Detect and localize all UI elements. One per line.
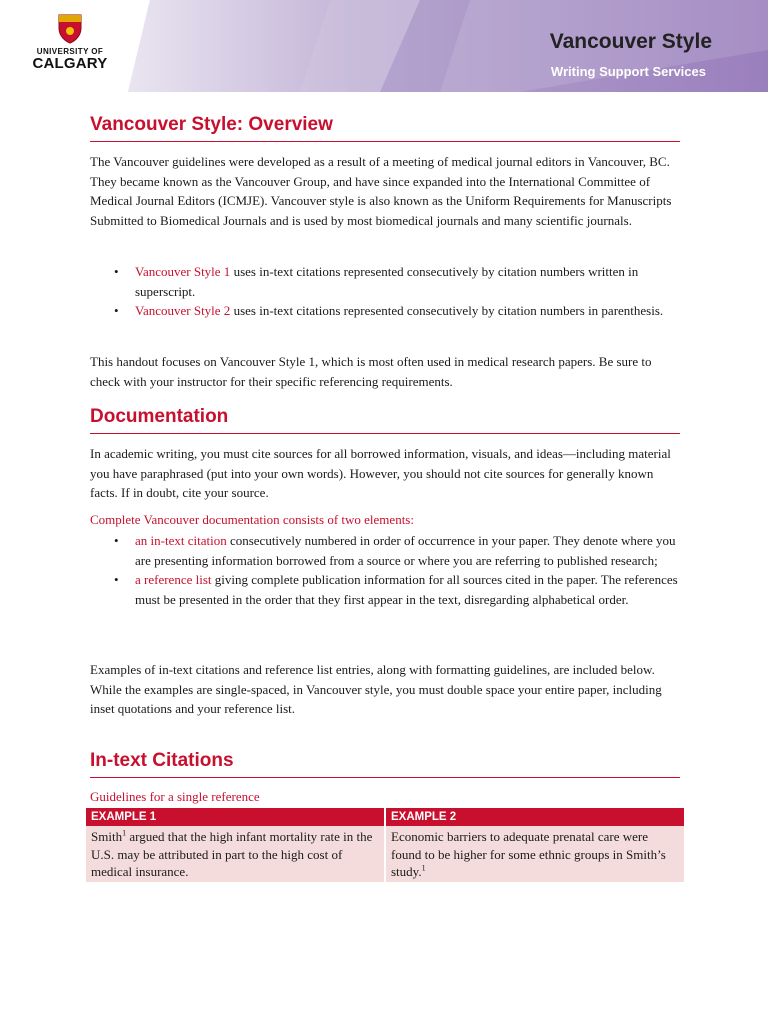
example-2-text: Economic barriers to adequate prenatal care were found to be higher for some ethnic groups in Smith’s study. xyxy=(391,829,666,879)
reference-list-text: giving complete publication information for all sources cited in the paper. The references must be presented in the order that they first appear in the text, disregarding alphabetical order. xyxy=(135,572,678,607)
header-subtitle: Writing Support Services xyxy=(550,64,706,79)
table-header-row xyxy=(86,808,684,826)
example-2-cell xyxy=(384,826,684,882)
style2-term: Vancouver Style 2 xyxy=(135,303,231,318)
intext-heading: In-text Citations xyxy=(90,750,680,778)
list-item xyxy=(112,301,680,321)
intext-citation-text: consecutively numbered in order of occurrence in your paper. They denote where you are presenting information borrowed from a source or where you are referring to published research; xyxy=(135,533,676,568)
header-title: Vancouver Style xyxy=(549,30,712,53)
documentation-subhead: Complete Vancouver documentation consists of two elements: xyxy=(90,512,414,527)
reference-list-term: a reference list xyxy=(135,572,212,587)
page-header xyxy=(0,0,768,92)
crest-icon xyxy=(58,14,82,44)
intext-subhead: Guidelines for a single reference xyxy=(90,789,260,804)
intext-citation-term: an in-text citation xyxy=(135,533,227,548)
example-1-text: argued that the high infant mortality rate in the U.S. may be attributed in part to the high cost of medical insurance. xyxy=(91,829,373,879)
style1-term: Vancouver Style 1 xyxy=(135,264,231,279)
example-1-author: Smith xyxy=(91,829,123,844)
overview-heading: Vancouver Style: Overview xyxy=(90,114,680,142)
example-1-citation-number: 1 xyxy=(122,828,127,838)
documentation-heading: Documentation xyxy=(90,406,680,434)
overview-note: This handout focuses on Vancouver Style 1, which is most often used in medical research papers. Be sure to check with your instructor for their specific referencing requirements. xyxy=(90,354,652,389)
list-item xyxy=(112,570,680,609)
documentation-intro: In academic writing, you must cite sources for all borrowed information, visuals, and ideas—including material you have paraphrased (put into your own words). However, you should not cite sources for generally known facts. If in doubt, cite your source. xyxy=(90,446,671,500)
list-item xyxy=(112,262,680,301)
logo-calgary: CALGARY xyxy=(32,55,108,72)
style2-text: uses in-text citations represented consecutively by citation numbers in parenthesis. xyxy=(230,303,664,318)
table-header-example-2: EXAMPLE 2 xyxy=(384,808,684,826)
table-row xyxy=(86,826,684,882)
style1-text: uses in-text citations represented consecutively by citation numbers written in superscript. xyxy=(135,264,639,299)
overview-intro: The Vancouver guidelines were developed as a result of a meeting of medical journal editors in Vancouver, BC. They became known as the Vancouver Group, and have since expanded into the International Committee of Medical Journal Editors (ICMJE). Vancouver style is also known as the Uniform Requirements for Manuscripts Submitted to Biomedical Journals and is used by most biomedical journals and many scientific journals. xyxy=(90,154,672,228)
list-item xyxy=(112,531,680,570)
table-header-example-1: EXAMPLE 1 xyxy=(86,808,384,826)
logo-university-of: UNIVERSITY OF xyxy=(36,47,104,56)
examples-table xyxy=(86,808,684,882)
overview-bullet-list xyxy=(112,262,680,321)
example-1-cell xyxy=(86,826,384,882)
documentation-examples: Examples of in-text citations and reference list entries, along with formatting guidelines, are included below. While the examples are single-spaced, in Vancouver style, you must double space your entire paper, including inset quotations and your reference list. xyxy=(90,662,662,716)
university-logo[interactable] xyxy=(28,14,112,82)
example-2-citation-number: 1 xyxy=(421,863,426,873)
documentation-bullet-list xyxy=(112,531,680,609)
